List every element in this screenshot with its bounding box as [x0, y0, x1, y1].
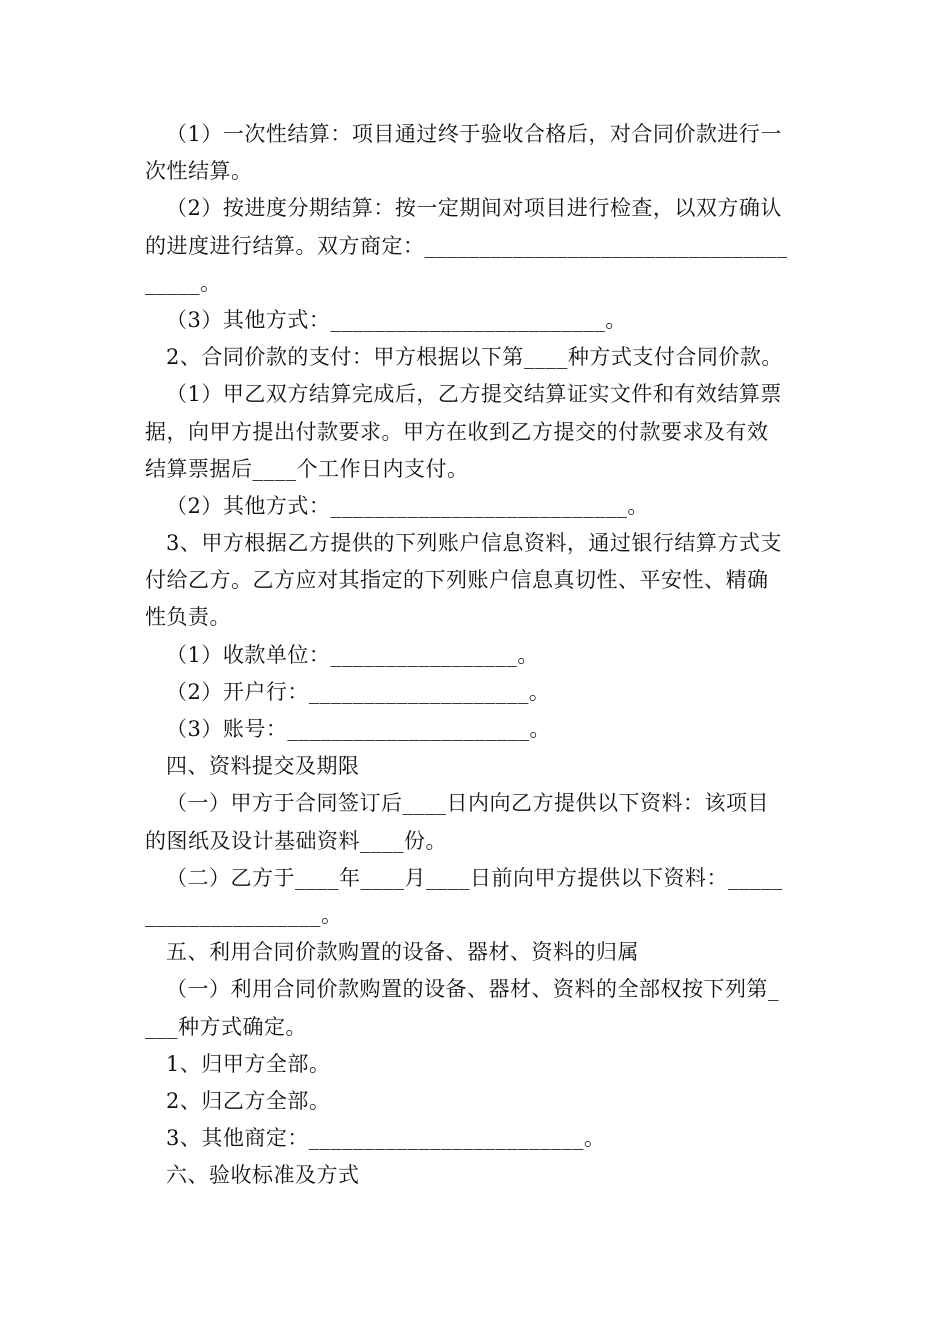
text-line: ___种方式确定。	[145, 1014, 307, 1039]
text-line: （一）甲方于合同签订后____日内向乙方提供以下资料：该项目	[166, 791, 769, 816]
text-line: 据，向甲方提出付款要求。甲方在收到乙方提交的付款要求及有效	[145, 419, 769, 444]
text-line: （二）乙方于____年____月____日前向甲方提供以下资料：_____	[166, 865, 783, 890]
text-line: 的进度进行结算。双方商定：_________________________________	[145, 233, 788, 258]
text-line: 1、归甲方全部。	[166, 1051, 331, 1076]
document-page	[145, 116, 809, 1194]
text-line: 2、合同价款的支付：甲方根据以下第____种方式支付合同价款。	[166, 345, 783, 370]
text-line: 次性结算。	[145, 159, 253, 184]
text-line: （一）利用合同价款购置的设备、器材、资料的全部权按下列第_	[166, 977, 779, 1002]
text-line: 五、利用合同价款购置的设备、器材、资料的归属	[166, 940, 639, 965]
text-line: ________________。	[145, 902, 343, 927]
text-line: 四、资料提交及期限	[166, 754, 360, 779]
text-line: （2）开户行：____________________。	[166, 679, 551, 704]
text-line: （1）甲乙双方结算完成后，乙方提交结算证实文件和有效结算票	[166, 382, 782, 407]
text-line: 结算票据后____个工作日内支付。	[145, 456, 469, 481]
text-line: 的图纸及设计基础资料____份。	[145, 828, 447, 853]
text-line: 付给乙方。乙方应对其指定的下列账户信息真切性、平安性、精确	[145, 568, 769, 593]
text-line: （2）按进度分期结算：按一定期间对项目进行检查，以双方确认	[166, 196, 782, 221]
text-line: （1）一次性结算：项目通过终于验收合格后，对合同价款进行一	[166, 122, 782, 146]
text-line: （1）收款单位：_________________。	[166, 642, 539, 667]
text-line: 2、归乙方全部。	[166, 1088, 331, 1113]
text-line: （3）其他方式：_________________________。	[166, 307, 627, 332]
text-line: _____。	[145, 270, 222, 295]
text-line: 性负责。	[145, 605, 231, 630]
text-line: （3）账号：______________________。	[166, 717, 551, 741]
text-line: 六、验收标准及方式	[166, 1163, 360, 1188]
text-line: （2）其他方式：___________________________。	[166, 493, 649, 518]
text-line: 3、其他商定：_________________________。	[166, 1126, 606, 1151]
text-line: 3、甲方根据乙方提供的下列账户信息资料，通过银行结算方式支	[166, 531, 782, 556]
